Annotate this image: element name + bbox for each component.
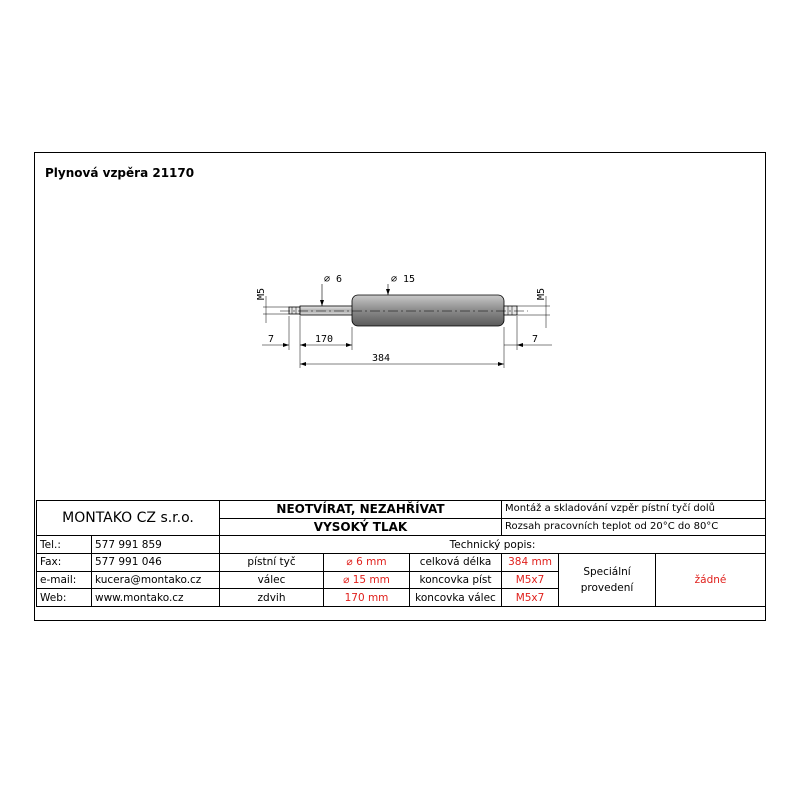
stroke-length-label: 170: [315, 334, 334, 345]
param-name: celková délka: [410, 553, 502, 571]
company-name: MONTAKO CZ s.r.o.: [37, 501, 220, 536]
left-thread-end: [289, 307, 300, 314]
tech-desc-header: Technický popis:: [220, 536, 766, 554]
warning-no-open: NEOTVÍRAT, NEZAHŘÍVAT: [220, 501, 502, 519]
param-name: válec: [220, 571, 324, 589]
fax-value: 577 991 046: [92, 553, 220, 571]
total-length-label: 384: [372, 353, 391, 364]
param-name: koncovka válec: [410, 589, 502, 607]
email-label: e-mail:: [37, 571, 92, 589]
piston-rod: [300, 306, 353, 315]
tel-label: Tel.:: [37, 536, 92, 554]
temperature-note: Rozsah pracovních teplot od 20°C do 80°C: [502, 518, 766, 536]
cylinder-diameter-label: ⌀ 15: [391, 274, 416, 285]
title-block: [36, 500, 766, 607]
param-name: zdvih: [220, 589, 324, 607]
web-label: Web:: [37, 589, 92, 607]
rod-diameter-label: ⌀ 6: [324, 274, 343, 285]
left-end-length-label: 7: [268, 334, 275, 345]
web-value[interactable]: www.montako.cz: [92, 589, 220, 607]
mounting-note: Montáž a skladování vzpěr pístní tyčí dolů: [502, 501, 766, 519]
special-execution-value: žádné: [656, 553, 766, 606]
drawing-title: Plynová vzpěra 21170: [45, 166, 195, 180]
param-value: ⌀ 6 mm: [324, 553, 410, 571]
param-value: 170 mm: [324, 589, 410, 607]
param-name: koncovka píst: [410, 571, 502, 589]
param-value: ⌀ 15 mm: [324, 571, 410, 589]
warning-high-pressure: VYSOKÝ TLAK: [220, 518, 502, 536]
right-thread-end: [504, 306, 517, 315]
param-value: 384 mm: [502, 553, 559, 571]
left-thread-label: M5: [256, 287, 267, 300]
special-execution-label: Speciální provedení: [559, 553, 656, 606]
param-value: M5x7: [502, 571, 559, 589]
right-end-length-label: 7: [532, 334, 539, 345]
email-value[interactable]: kucera@montako.cz: [92, 571, 220, 589]
param-value: M5x7: [502, 589, 559, 607]
tel-value: 577 991 859: [92, 536, 220, 554]
param-name: pístní tyč: [220, 553, 324, 571]
cylinder-body: [352, 295, 504, 326]
fax-label: Fax:: [37, 553, 92, 571]
right-thread-label: M5: [536, 287, 547, 300]
